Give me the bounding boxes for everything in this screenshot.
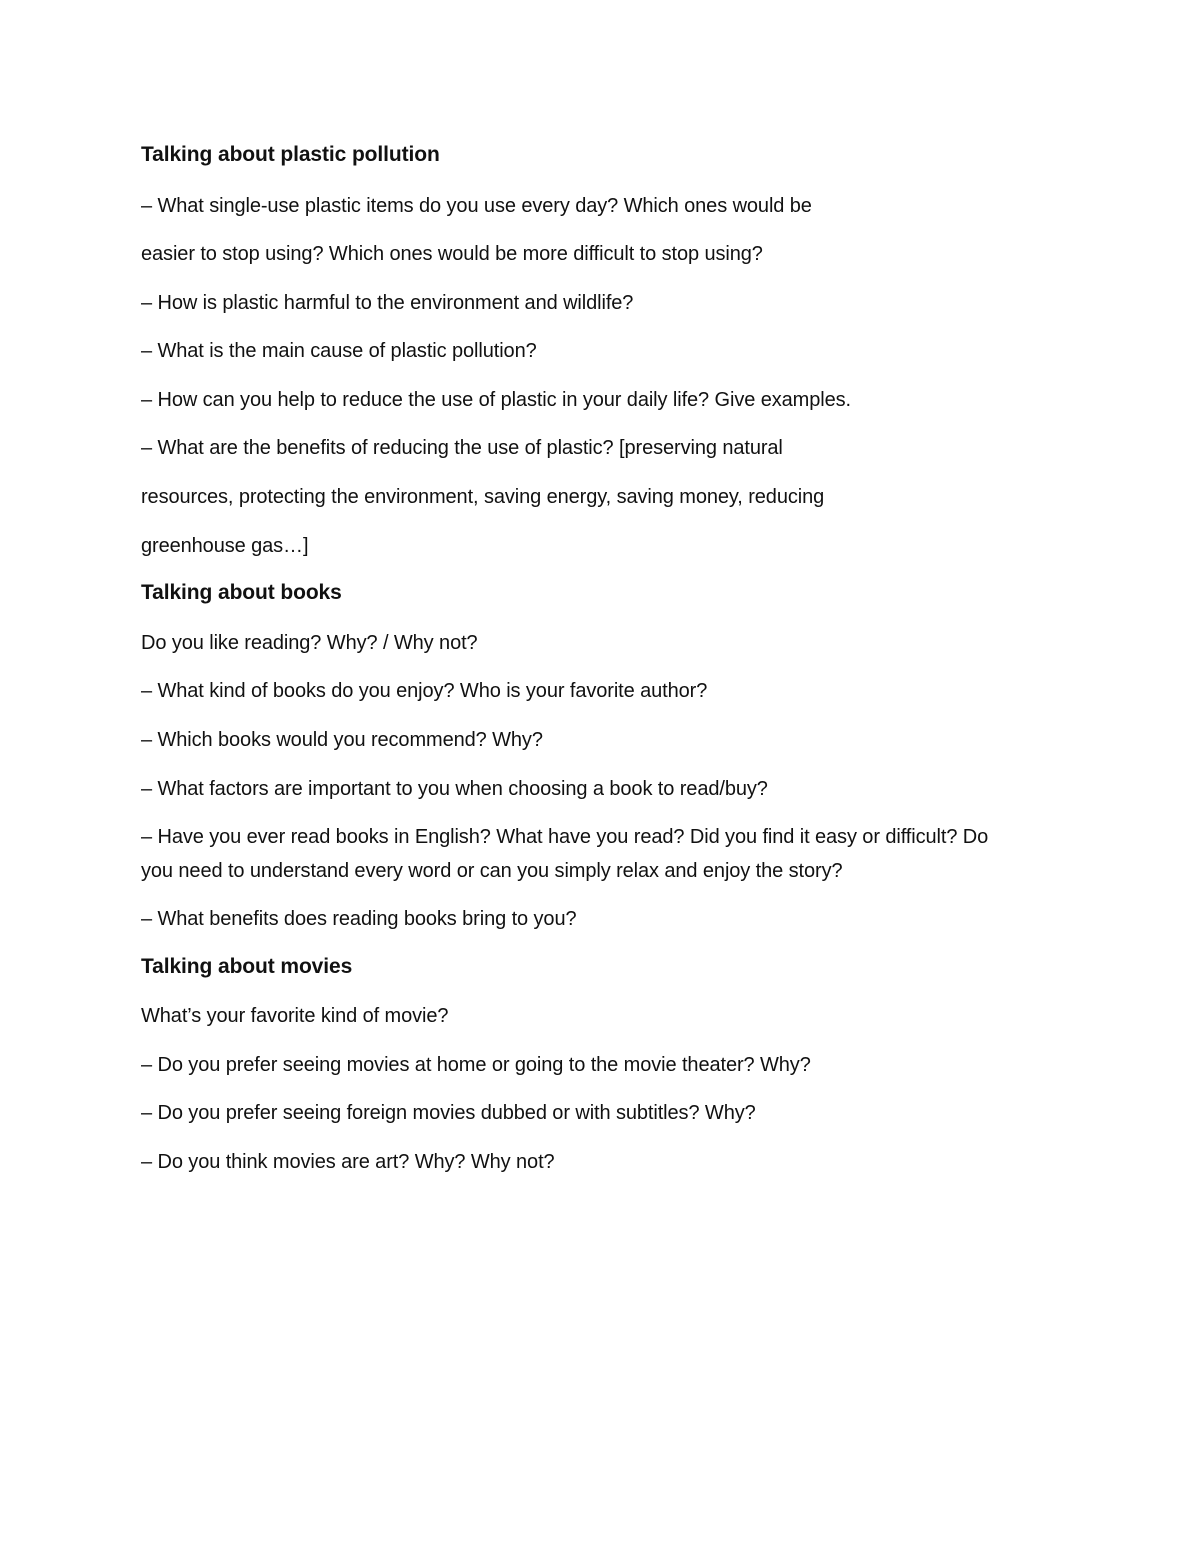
section-heading-plastic-pollution: Talking about plastic pollution [141, 143, 440, 166]
question-line: easier to stop using? Which ones would be more difficult to stop using? [141, 243, 763, 265]
section-heading-books: Talking about books [141, 581, 342, 604]
question-line: – What is the main cause of plastic pollution? [141, 340, 537, 362]
question-line: Do you like reading? Why? / Why not? [141, 632, 478, 654]
question-line: – How can you help to reduce the use of plastic in your daily life? Give examples. [141, 389, 851, 411]
question-line: – What benefits does reading books bring to you? [141, 908, 577, 930]
question-line: – What kind of books do you enjoy? Who is your favorite author? [141, 680, 708, 702]
question-line: What’s your favorite kind of movie? [141, 1005, 449, 1027]
question-line: – Do you think movies are art? Why? Why not? [141, 1151, 555, 1173]
question-line: – What single-use plastic items do you use every day? Which ones would be [141, 195, 812, 217]
question-line: resources, protecting the environment, saving energy, saving money, reducing [141, 486, 825, 508]
section-heading-movies: Talking about movies [141, 955, 353, 978]
question-line: greenhouse gas…] [141, 535, 309, 557]
question-line: – Which books would you recommend? Why? [141, 729, 543, 751]
question-line: – How is plastic harmful to the environment and wildlife? [141, 292, 634, 314]
question-line: – Do you prefer seeing movies at home or going to the movie theater? Why? [141, 1054, 811, 1076]
question-line: – Have you ever read books in English? What have you read? Did you find it easy or difficult? Do [141, 826, 989, 848]
question-line: – What are the benefits of reducing the use of plastic? [preserving natural [141, 437, 783, 459]
question-line: you need to understand every word or can you simply relax and enjoy the story? [141, 860, 843, 882]
question-line: – Do you prefer seeing foreign movies dubbed or with subtitles? Why? [141, 1102, 756, 1124]
question-line: – What factors are important to you when choosing a book to read/buy? [141, 778, 768, 800]
